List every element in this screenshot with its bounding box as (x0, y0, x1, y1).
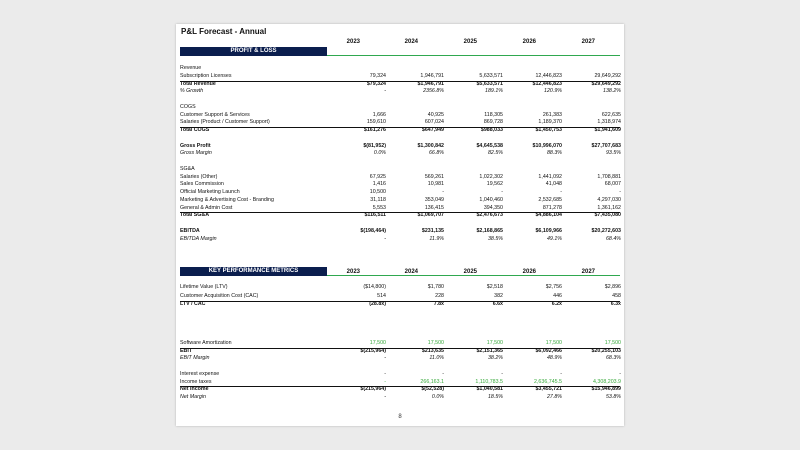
row-label: Gross Profit (180, 143, 211, 149)
cell-2023: $(215,964) (360, 348, 386, 354)
cell-2027: $15,946,899 (591, 386, 621, 392)
row-label: Net Margin (180, 394, 206, 400)
year-header: 2025 (463, 269, 477, 275)
cell-2026: 261,383 (542, 112, 562, 118)
year-header: 2023 (346, 269, 360, 275)
cell-2024: 569,261 (424, 174, 444, 180)
cell-2025: 1,022,302 (479, 174, 503, 180)
table-row-gross-margin (180, 150, 620, 157)
cell-2026: 88.3% (546, 150, 562, 156)
cell-2024: 136,415 (424, 205, 444, 211)
cell-2027: $29,649,292 (591, 81, 621, 87)
cell-2025: 118,305 (484, 112, 503, 118)
cell-2023: 0.0% (373, 150, 386, 156)
cell-2024: $1,780 (427, 284, 444, 290)
cell-2027: - (619, 371, 621, 377)
table-row-rev-label (180, 65, 620, 72)
cell-2027: 68,007 (604, 181, 621, 187)
cell-2026: 17,500 (545, 340, 562, 346)
cell-2024: 11.9% (429, 236, 444, 242)
cell-2024: - (442, 371, 444, 377)
table-row-sales-comm (180, 181, 620, 188)
cell-2026: 2,636,745.5 (534, 379, 562, 385)
cell-2026: $4,886,104 (535, 212, 562, 218)
row-label: Customer Acquisition Cost (CAC) (180, 293, 259, 299)
row-label: EBITDA Margin (180, 236, 217, 242)
cell-2025: - (501, 189, 503, 195)
cell-2024: 228 (435, 293, 444, 299)
table-row-ebitda (180, 228, 620, 235)
cell-2023: $161,276 (363, 127, 386, 133)
cell-2026: 871,278 (542, 205, 562, 211)
year-header: 2024 (404, 269, 418, 275)
cell-2027: 93.5% (605, 150, 621, 156)
cell-2026: $6,092,466 (535, 348, 562, 354)
cell-2024: $(52,528) (421, 386, 444, 392)
cell-2025: 6.6x (492, 301, 503, 307)
year-header: 2024 (404, 39, 418, 45)
page-title: P&L Forecast - Annual (181, 27, 267, 36)
cell-2025: 189.1% (485, 88, 503, 94)
cell-2023: 79,324 (369, 73, 386, 79)
cell-2025: - (501, 371, 503, 377)
profit-loss-header: PROFIT & LOSS (180, 47, 327, 56)
cell-2024: 0.0% (431, 394, 444, 400)
table-row-growth (180, 88, 620, 95)
cell-2024: $647,949 (421, 127, 444, 133)
document-page (176, 24, 624, 426)
cell-2023: - (384, 88, 386, 94)
cell-2027: 1,708,881 (597, 174, 621, 180)
row-label: LTV / CAC (180, 301, 206, 307)
cell-2024: $1,300,842 (417, 143, 444, 149)
cell-2023: $(81,952) (363, 143, 386, 149)
cell-2023: $(198,464) (360, 228, 386, 234)
cell-2026: $3,455,721 (535, 386, 562, 392)
cell-2023: 1,666 (372, 112, 386, 118)
table-row-sga-label (180, 166, 620, 173)
cell-2024: 11.0% (429, 355, 444, 361)
table-row-ebitda-margin (180, 236, 620, 243)
row-label: Marketing & Advertising Cost - Branding (180, 197, 274, 203)
cell-2023: (28.8x) (369, 301, 386, 307)
table-row-cogs-label (180, 104, 620, 111)
cell-2027: 458 (612, 293, 621, 299)
cell-2023: - (384, 355, 386, 361)
cell-2027: - (619, 189, 621, 195)
table-row-int-exp (180, 371, 620, 378)
cell-2024: 2356.8% (423, 88, 444, 94)
row-label: Sales Commission (180, 181, 224, 187)
table-row-sw-amort (180, 340, 620, 347)
row-label: Salaries (Other) (180, 174, 218, 180)
year-header: 2025 (463, 39, 477, 45)
table-row-net-income (180, 386, 620, 393)
year-header: 2026 (522, 269, 536, 275)
year-header-row (326, 39, 620, 47)
table-row-mkt-adv (180, 197, 620, 204)
cell-2026: $10,996,070 (532, 143, 562, 149)
table-row-sub-lic (180, 73, 620, 80)
kpi-header: KEY PERFORMANCE METRICS (180, 267, 327, 276)
year-header: 2027 (581, 39, 595, 45)
table-row-gross-profit (180, 143, 620, 150)
cell-2025: 5,633,571 (479, 73, 503, 79)
row-label: % Growth (180, 88, 204, 94)
cell-2026: 41,048 (545, 181, 562, 187)
row-label: Salaries (Product / Customer Support) (180, 119, 270, 125)
row-label: EBIT Margin (180, 355, 210, 361)
table-row-gen-admin (180, 205, 620, 212)
cell-2027: 6.3x (610, 301, 621, 307)
cell-2027: $2,896 (604, 284, 621, 290)
cell-2025: 17,500 (486, 340, 503, 346)
cell-2024: 17,500 (427, 340, 444, 346)
row-label: Subscription Licenses (180, 73, 232, 79)
cell-2027: 53.8% (605, 394, 621, 400)
cell-2024: $1,946,791 (417, 81, 444, 87)
cell-2027: 17,500 (604, 340, 621, 346)
table-row-ltv (180, 284, 620, 291)
cell-2025: 38.2% (487, 355, 503, 361)
cell-2024: 10,981 (427, 181, 444, 187)
cell-2027: $20,255,103 (591, 348, 621, 354)
cell-2026: $6,109,966 (535, 228, 562, 234)
table-row-ebit (180, 348, 620, 355)
row-label: COGS (180, 104, 196, 110)
cell-2024: $213,635 (421, 348, 444, 354)
cell-2024: - (442, 189, 444, 195)
cell-2027: $27,707,683 (591, 143, 621, 149)
cell-2024: 7.8x (433, 301, 444, 307)
row-label: EBITDA (180, 228, 200, 234)
row-label: EBIT (180, 348, 193, 354)
cell-2025: 394,350 (483, 205, 503, 211)
year-header: 2023 (346, 39, 360, 45)
cell-2025: 1,110,783.5 (475, 379, 503, 385)
cell-2024: $231,135 (421, 228, 444, 234)
page-number: 8 (398, 414, 402, 420)
year-header-row (326, 269, 620, 277)
cell-2023: $116,511 (364, 212, 386, 218)
cell-2023: 10,500 (369, 189, 386, 195)
cell-2025: $2,168,865 (476, 228, 503, 234)
table-row-total-sga (180, 212, 620, 219)
cell-2023: - (384, 371, 386, 377)
cell-2023: 1,416 (372, 181, 386, 187)
cell-2025: $2,518 (486, 284, 503, 290)
table-row-mkt-launch (180, 189, 620, 196)
cell-2026: - (560, 189, 562, 195)
cell-2026: 1,441,092 (538, 174, 562, 180)
table-row-total-cogs (180, 127, 620, 134)
cell-2027: 1,318,974 (597, 119, 621, 125)
table-row-cac (180, 293, 620, 300)
cell-2026: 48.9% (546, 355, 562, 361)
cell-2026: 120.9% (544, 88, 562, 94)
row-label: Interest expense (180, 371, 220, 377)
row-label: Net Income (180, 386, 209, 392)
cell-2025: $2,151,365 (476, 348, 503, 354)
cell-2023: $79,324 (366, 81, 386, 87)
row-label: Lifetime Value (LTV) (180, 284, 228, 290)
cell-2025: $4,645,538 (476, 143, 503, 149)
cell-2024: 266,163.1 (420, 379, 444, 385)
cell-2027: 138.2% (603, 88, 621, 94)
cell-2024: 66.8% (428, 150, 444, 156)
cell-2025: 19,562 (486, 181, 503, 187)
cell-2024: 607,024 (424, 119, 444, 125)
cell-2023: - (384, 236, 386, 242)
cell-2026: 49.1% (546, 236, 562, 242)
cell-2026: 6.2x (551, 301, 562, 307)
cell-2023: - (384, 379, 386, 385)
cell-2027: 68.4% (605, 236, 621, 242)
table-row-inc-tax (180, 379, 620, 386)
cell-2025: $2,476,673 (476, 212, 503, 218)
cell-2026: $1,450,753 (535, 127, 562, 133)
row-label: Official Marketing Launch (180, 189, 240, 195)
cell-2025: 38.5% (487, 236, 503, 242)
cell-2026: $12,446,823 (532, 81, 562, 87)
row-label: Customer Support & Services (180, 112, 250, 118)
cell-2023: 5,553 (372, 205, 386, 211)
cell-2027: 29,649,292 (594, 73, 621, 79)
row-label: Total SG&A (180, 212, 210, 218)
cell-2024: 353,049 (424, 197, 444, 203)
cell-2025: 869,728 (483, 119, 503, 125)
cell-2024: 40,925 (427, 112, 444, 118)
cell-2026: 1,189,370 (538, 119, 562, 125)
year-header: 2026 (522, 39, 536, 45)
row-label: Gross Margin (180, 150, 212, 156)
table-row-net-margin (180, 394, 620, 401)
row-label: Software Amortization (180, 340, 232, 346)
table-row-ltv-cac (180, 301, 620, 308)
cell-2027: 4,308,203.9 (593, 379, 621, 385)
cell-2027: $1,941,609 (594, 127, 621, 133)
cell-2024: 1,946,791 (420, 73, 444, 79)
row-label: Total Revenue (180, 81, 216, 87)
row-label: Income taxes (180, 379, 212, 385)
cell-2026: $2,756 (545, 284, 562, 290)
cell-2025: 382 (494, 293, 503, 299)
cell-2024: $1,069,707 (417, 212, 444, 218)
cell-2023: $(215,964) (360, 386, 386, 392)
row-label: General & Admin Cost (180, 205, 233, 211)
cell-2026: 2,532,685 (538, 197, 562, 203)
cell-2027: 68.3% (605, 355, 621, 361)
table-row-sal-other (180, 174, 620, 181)
cell-2023: ($14,800) (363, 284, 386, 290)
year-header: 2027 (581, 269, 595, 275)
cell-2025: 18.5% (487, 394, 503, 400)
cell-2023: 514 (377, 293, 386, 299)
cell-2025: $1,040,581 (476, 386, 503, 392)
row-label: Revenue (180, 65, 202, 71)
cell-2025: $5,633,571 (476, 81, 503, 87)
cell-2027: 4,297,030 (597, 197, 621, 203)
cell-2026: 12,446,823 (535, 73, 562, 79)
cell-2027: 1,361,162 (597, 205, 621, 211)
cell-2023: 67,925 (369, 174, 386, 180)
cell-2023: 31,118 (370, 197, 386, 203)
cell-2027: 622,635 (601, 112, 621, 118)
cell-2025: 82.5% (487, 150, 503, 156)
row-label: Total COGS (180, 127, 210, 133)
cell-2025: $988,033 (480, 127, 503, 133)
section-rule (327, 55, 620, 56)
table-row-total-rev (180, 81, 620, 88)
row-label: SG&A (180, 166, 195, 172)
cell-2023: - (384, 394, 386, 400)
cell-2027: $7,435,080 (594, 212, 621, 218)
cell-2023: 17,500 (369, 340, 386, 346)
table-row-cust-support (180, 112, 620, 119)
cell-2023: 159,610 (366, 119, 386, 125)
table-row-salaries-prod (180, 119, 620, 126)
cell-2026: - (560, 371, 562, 377)
cell-2025: 1,040,460 (479, 197, 503, 203)
cell-2027: $20,272,603 (591, 228, 621, 234)
table-row-ebit-margin (180, 355, 620, 362)
cell-2026: 27.8% (546, 394, 562, 400)
cell-2026: 446 (553, 293, 562, 299)
